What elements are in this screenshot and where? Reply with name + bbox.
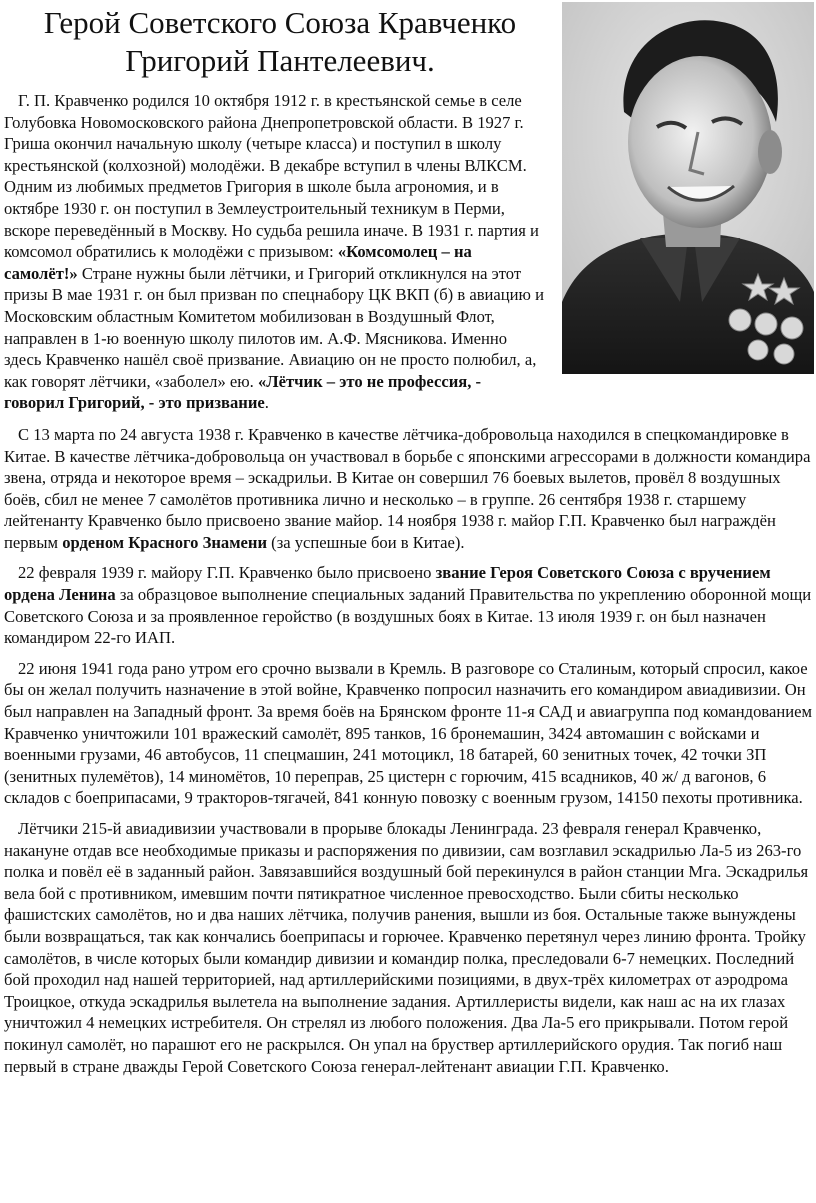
slogan-komsomol: «Комсомолец – на самолёт!» — [4, 242, 472, 283]
paragraph-4-text: 22 июня 1941 года рано утром его срочно вызвали в Кремль. В разговоре со Сталиным, который спросил, какое бы он желал получить назначение в этой войне, Кравченко попросил назначить его командиром авиадивизии. Он был направлен на Западный фронт. За время боёв на Брянском фронте 11-я САД и авиагруппа под командованием Кравченко уничтожили 101 вражеский самолёт, 895 танков, 16 бронемашин, 3424 автомашин с войсками и военными грузами, 46 автобусов, 11 спецмашин, 241 мотоцикл, 18 батарей, 60 зенитных точек, 42 точки ЗП (зенитных пулемётов), 14 миномётов, 10 переправ, 25 цистерн с горючим, 415 всадников, 40 ж/ д вагонов, 6 складов с боеприпасами, 9 тракторов-тягачей, 841 конную повозку с военным грузом, 14150 пехоты противника. — [4, 658, 813, 808]
paragraph-5-text: Лётчики 215-й авиадивизии участвовали в прорыве блокады Ленинграда. 23 февраля генерал Кравченко, накануне отдав все необходимые приказы и распоряжения по дивизии, сам возглавил эскадрилью Ла-5 из 263-го полка и повёл её в заданный район. Завязавшийся воздушный бой перекинулся в район станции Мга. Эскадрилья вела бой с противником, имевшим почти пятикратное численное превосходство. Были сбиты несколько фашистских самолётов, но и два наших лётчика, получив ранения, вышли из боя. Остальные также вынуждены были возвращаться, так как кончались боеприпасы и горючее. Кравченко перетянул через линию фронта. Тройку самолётов, в числе которых были командир дивизии и командир полка, преследовали 6-7 немецких. Последний бой проходил над нашей территорией, над артиллерийскими позициями, в двух-трёх километрах от аэродрома Троицкое, откуда эскадрилья вылетела на выполнение задания. Артиллеристы видели, как наш ас на их глазах уничтожил 4 немецких истребителя. Он стрелял из любого положения. Два Ла-5 его прикрывали. Потом герой покинул самолёт, но парашют его не раскрылся. Он упал на бруствер артиллерийского орудия. Так погиб наш первый в стране дважды Герой Советского Союза генерал-лейтенант авиации Г.П. Кравченко. — [4, 819, 809, 1076]
quote-pilot: «Лётчик – это не профессия, - говорил Григорий, - это призвание — [4, 371, 482, 413]
page-title — [0, 4, 560, 80]
photo-wrap-spacer — [544, 90, 812, 378]
paragraph-1-text-b: Стране нужны были лётчики, и Григорий откликнулся на этот призы В мае 1931 г. он был призван по спецнабору ЦК ВКП (б) в авиацию и Московским областным Комитетом мобилизован в Воздушный Флот, направлен в 1-ю военную школу пилотов им. А.Ф. Мясникова. Именно здесь Кравченко нашёл своё призвание. Авиацию он не просто полюбил, а, как говорят лётчики, «заболел» ею. — [4, 263, 544, 391]
paragraph-3-text-b: за образцовое выполнение специальных заданий Правительства по укреплению оборонной мощи Советского Союза и за проявленное геройство (в воздушных боях в Китае. 13 июля 1939 г. он был назначен командиром 22-го ИАП. — [4, 585, 812, 648]
paragraph-3-text-a: 22 февраля 1939 г. майору Г.П. Кравченко было присвоено — [18, 563, 436, 583]
title-line-2: Григорий Пантелеевич. — [125, 43, 435, 78]
article-body — [4, 90, 812, 1077]
title-line-1: Герой Советского Союза Кравченко — [43, 5, 517, 40]
paragraph-3 — [4, 562, 812, 648]
hero-title-award: звание Героя Советского Союза с вручением ордена Ленина — [4, 563, 771, 605]
paragraph-5 — [4, 818, 812, 1077]
paragraph-2-text-a: С 13 марта по 24 августа 1938 г. Кравченко в качестве лётчика-добровольца находился в спецкомандировке в Китае. В качестве лётчика-добровольца он участвовал в борьбе с японскими агрессорами в должности командира звена, отряда и некоторое время – эскадрильи. В Китае он совершил 76 боевых вылетов, провёл 8 воздушных боёв, сбил не менее 7 самолётов противника лично и несколько – в группе. 26 сентября 1938 г. старшему лейтенанту Кравченко было присвоено звание майор. 14 ноября 1938 г. майор Г.П. Кравченко был награждён первым — [4, 424, 811, 552]
paragraph-1-text-c: . — [264, 393, 269, 413]
paragraph-2 — [4, 424, 812, 554]
paragraph-1-text-a: Г. П. Кравченко родился 10 октября 1912 г. в крестьянской семье в селе Голубовка Новомосковского района Днепропетровской области. В 1927 г. Гриша окончил начальную школу (четыре класса) и поступил в школу крестьянской (колхозной) молодёжи. В декабре вступил в члены ВЛКСМ. Одним из любимых предметов Григория в школе была агрономия, и в октябре 1930 г. он поступил в Землеустроительный техникум в Перми, вскоре переведённый в Москву. Но судьба решила иначе. В 1931 г. партия и комсомол обратились к молодёжи с призывом: — [4, 91, 539, 262]
order-red-banner: орденом Красного Знамени — [62, 532, 268, 552]
paragraph-4 — [4, 658, 812, 809]
paragraph-2-text-b: (за успешные бои в Китае). — [267, 532, 465, 552]
